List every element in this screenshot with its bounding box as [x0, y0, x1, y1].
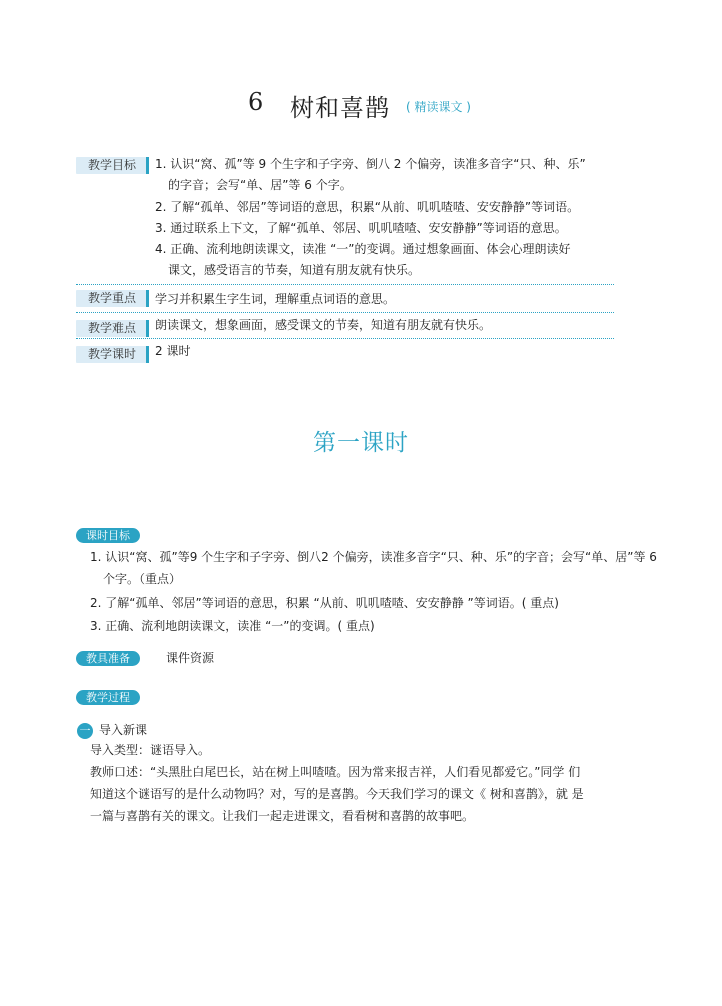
teaching-process-label: 教学过程: [76, 690, 140, 705]
teaching-aids-label: 教具准备: [76, 651, 140, 666]
goal-line: 3. 通过联系上下文，了解“孤单、邻居、叽叽喳喳、安安静静”等词语的意思。: [155, 221, 567, 235]
goal-line: 课文，感受语言的节奏，知道有朋友就有快乐。: [168, 263, 421, 277]
goal-line: 1. 认识“窝、孤”等 9 个生字和子字旁、倒八 2 个偏旁，读准多音字“只、种、乐”: [155, 157, 586, 171]
goals-label: 教学目标: [76, 157, 148, 174]
divider: [76, 284, 614, 285]
lesson-title: 树和喜鹊: [290, 94, 390, 122]
goal-line: 4. 正确、流利地朗读课文，读准 “一”的变调。通过想象画面、体会心理朗读好: [155, 242, 571, 256]
difficult-points-text: 朗读课文，想象画面，感受课文的节奏，知道有朋友就有快乐。: [155, 318, 492, 332]
teaching-aids-text: 课件资源: [166, 651, 215, 665]
session-goal-line: 2. 了解“孤单、邻居”等词语的意思，积累 “从前、叽叽喳喳、安安静静 ”等词语。( 重点): [90, 596, 559, 610]
intro-type: 导入类型：谜语导入。: [90, 743, 211, 757]
session-goal-line: 个字。（重点）: [103, 572, 182, 586]
divider: [76, 338, 614, 339]
teacher-line: 知道这个谜语写的是什么动物吗？对，写的是喜鹊。今天我们学习的课文《 树和喜鹊》，就 是: [90, 787, 584, 801]
divider: [76, 312, 614, 313]
difficult-points-label: 教学难点: [76, 320, 148, 337]
session-goals-label: 课时目标: [76, 528, 140, 543]
goal-line: 2. 了解“孤单、邻居”等词语的意思，积累“从前、叽叽喳喳、安安静静”等词语。: [155, 200, 580, 214]
key-points-text: 学习并积累生字生词，理解重点词语的意思。: [155, 292, 396, 306]
lesson-type-tag: ( 精读课文 ): [406, 100, 471, 114]
teacher-line: 一篇与喜鹊有关的课文。让我们一起走进课文，看看树和喜鹊的故事吧。: [90, 809, 475, 823]
session-goal-line: 1. 认识“窝、孤”等9 个生字和子字旁、倒八2 个偏旁，读准多音字“只、种、乐”的字音；会写“单、居”等 6: [90, 550, 657, 564]
session-title: 第一课时: [313, 430, 409, 456]
teacher-line: 教师口述：“头黑肚白尾巴长，站在树上叫喳喳。因为常来报吉祥，人们看见都爱它。”同学 们: [90, 765, 581, 779]
lesson-number: 6: [248, 88, 264, 116]
key-points-label: 教学重点: [76, 290, 148, 307]
step-number-icon: 一: [77, 723, 93, 739]
class-hours-text: 2 课时: [155, 344, 191, 358]
session-goal-line: 3. 正确、流利地朗读课文，读准 “一”的变调。( 重点): [90, 619, 375, 633]
goal-line: 的字音；会写“单、居”等 6 个字。: [168, 178, 352, 192]
step-title: 导入新课: [99, 723, 148, 737]
class-hours-label: 教学课时: [76, 346, 148, 363]
